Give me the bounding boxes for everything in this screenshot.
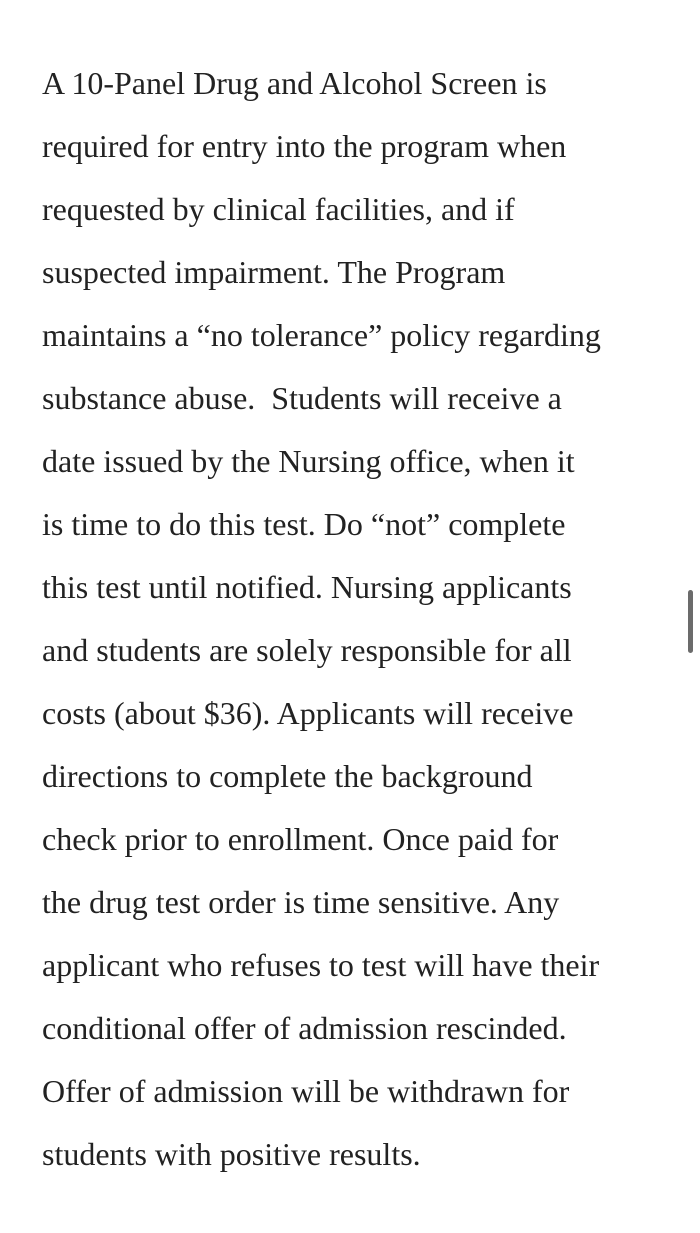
- text-line: required for entry into the program when: [42, 128, 567, 164]
- text-line: date issued by the Nursing office, when it: [42, 443, 575, 479]
- scroll-indicator[interactable]: [688, 590, 693, 653]
- text-line: conditional offer of admission rescinded.: [42, 1010, 567, 1046]
- text-line: this test until notified. Nursing applicants: [42, 569, 572, 605]
- text-line: the drug test order is time sensitive. Any: [42, 884, 560, 920]
- text-line: suspected impairment. The Program: [42, 254, 506, 290]
- text-line: substance abuse. Students will receive a: [42, 380, 562, 416]
- text-line: maintains a “no tolerance” policy regarding: [42, 317, 601, 353]
- policy-paragraph: [42, 52, 682, 1186]
- text-line: directions to complete the background: [42, 758, 533, 794]
- text-line: is time to do this test. Do “not” complete: [42, 506, 566, 542]
- text-line: check prior to enrollment. Once paid for: [42, 821, 559, 857]
- text-line: Offer of admission will be withdrawn for: [42, 1073, 570, 1109]
- text-line: students with positive results.: [42, 1136, 421, 1172]
- text-line: applicant who refuses to test will have their: [42, 947, 600, 983]
- text-line: and students are solely responsible for all: [42, 632, 572, 668]
- text-line: costs (about $36). Applicants will receive: [42, 695, 574, 731]
- text-line: requested by clinical facilities, and if: [42, 191, 515, 227]
- text-line: A 10-Panel Drug and Alcohol Screen is: [42, 65, 547, 101]
